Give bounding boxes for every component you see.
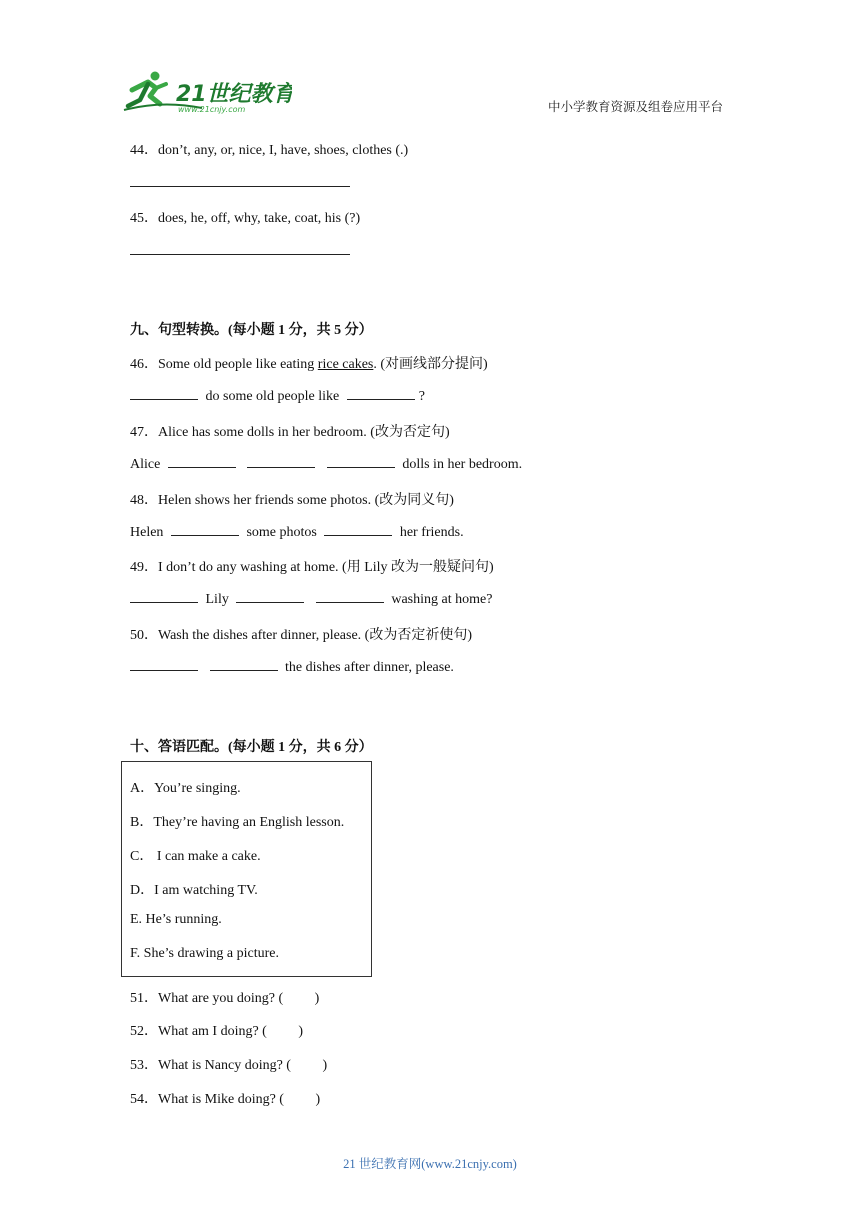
footer-text[interactable]: 21 世纪教育网(www.21cnjy.com)	[343, 1157, 517, 1171]
blank	[168, 455, 236, 468]
answer-48-start: Helen	[130, 525, 164, 540]
answer-47	[130, 455, 522, 473]
answer-line-44	[130, 186, 350, 187]
option-e: E. He’s running.	[130, 912, 222, 927]
question-46	[130, 353, 488, 373]
answer-48-end: her friends.	[399, 525, 464, 540]
blank	[247, 455, 315, 468]
answer-46-mid: do some old people like	[205, 389, 340, 404]
answer-46	[130, 387, 425, 405]
answer-49-end: washing at home?	[391, 592, 493, 607]
question-46-underlined: rice cakes	[317, 357, 374, 372]
question-46-pre: 46．Some old people like eating	[130, 357, 318, 372]
blank	[130, 387, 198, 400]
option-b: B．They’re having an English lesson.	[130, 815, 345, 830]
section-9-title: 九、句型转换。(每小题 1 分，共 5 分）	[130, 323, 373, 338]
option-f: F. She’s drawing a picture.	[130, 946, 279, 961]
answer-line-45	[130, 254, 350, 255]
question-45: 45．does, he, off, why, take, coat, his (?)	[130, 211, 361, 226]
answer-49-mid: Lily	[205, 592, 229, 607]
brand-logo	[122, 70, 292, 114]
question-52: 52．What am I doing? ( )	[130, 1024, 304, 1039]
answer-47-start: Alice	[130, 457, 161, 472]
question-54: 54．What is Mike doing? ( )	[130, 1092, 321, 1107]
blank	[324, 523, 392, 536]
blank	[316, 590, 384, 603]
answer-48-mid: some photos	[246, 525, 317, 540]
question-47: 47．Alice has some dolls in her bedroom. (改为否定句)	[130, 425, 450, 440]
blank	[210, 658, 278, 671]
question-48: 48．Helen shows her friends some photos. (改为同义句)	[130, 493, 454, 508]
answer-46-end: ?	[418, 389, 425, 404]
blank	[130, 658, 198, 671]
logo-text: 21世纪教育	[176, 82, 292, 107]
answer-47-end: dolls in her bedroom.	[402, 457, 523, 472]
option-d: D．I am watching TV.	[130, 883, 258, 898]
question-51: 51．What are you doing? ( )	[130, 991, 320, 1006]
question-44: 44．don’t, any, or, nice, I, have, shoes, clothes (.)	[130, 143, 409, 158]
blank	[171, 523, 239, 536]
question-53: 53．What is Nancy doing? ( )	[130, 1058, 328, 1073]
question-49: 49．I don’t do any washing at home. (用 Lily 改为一般疑问句)	[130, 560, 494, 575]
logo-url-text: www.21cnjy.com	[178, 105, 246, 114]
blank	[347, 387, 415, 400]
option-c: C． I can make a cake.	[130, 849, 261, 864]
blank	[130, 590, 198, 603]
question-50: 50．Wash the dishes after dinner, please. (改为否定祈使句)	[130, 628, 473, 643]
answer-50-end: the dishes after dinner, please.	[285, 660, 454, 675]
runner-logo-icon	[122, 70, 292, 114]
option-a: A．You’re singing.	[130, 781, 241, 796]
answer-50	[130, 658, 454, 676]
blank	[236, 590, 304, 603]
answer-48	[130, 523, 464, 541]
question-46-post: . (对画线部分提问)	[373, 357, 488, 372]
section-10-title: 十、答语匹配。(每小题 1 分，共 6 分）	[130, 740, 373, 755]
answer-49	[130, 590, 492, 608]
blank	[327, 455, 395, 468]
header-platform-text: 中小学教育资源及组卷应用平台	[548, 100, 724, 114]
